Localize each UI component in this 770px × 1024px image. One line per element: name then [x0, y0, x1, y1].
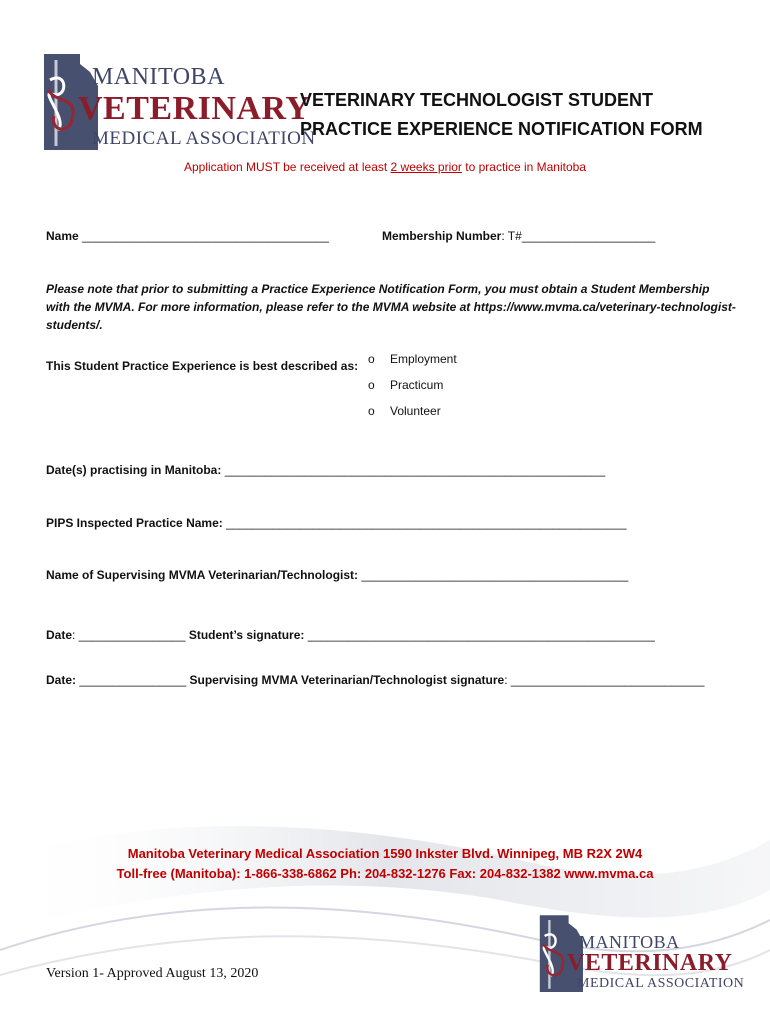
footer-line-2: Toll-free (Manitoba): 1-866-338-6862 Ph: 204-832-1276 Fax: 204-832-1382 www.mvma.ca [116, 866, 654, 881]
pips-blank-line: ____________________________________________________________ [226, 516, 627, 530]
experience-label [46, 359, 358, 373]
pips-label: PIPS Inspected Practice Name: [46, 516, 223, 530]
name-field[interactable] [46, 229, 329, 243]
option-volunteer-label: Volunteer [390, 404, 441, 418]
logo-text-veterinary: VETERINARY [78, 90, 311, 127]
footer-line-1: Manitoba Veterinary Medical Association 1590 Inkster Blvd. Winnipeg, MB R2X 2W4 [127, 846, 643, 861]
dates-practising-field[interactable] [46, 463, 605, 477]
form-title-line-1: VETERINARY TECHNOLOGIST STUDENT [300, 90, 654, 110]
student-signature-label: Student’s signature: [188, 628, 305, 642]
logo-text-medical-association: MEDICAL ASSOCIATION [577, 976, 745, 991]
mvma-logo-bottom [535, 912, 765, 1002]
supervisor-label: Name of Supervising MVMA Veterinarian/Technologist: [46, 568, 359, 582]
radio-bullet-icon: o [368, 352, 375, 366]
membership-label: Membership Number [382, 229, 502, 243]
name-label: Name [46, 229, 79, 243]
date1-colon: : [72, 628, 76, 642]
option-practicum[interactable] [368, 378, 443, 392]
date2-blank-line: ________________ [79, 673, 187, 687]
radio-bullet-icon: o [368, 404, 375, 418]
supervisor-name-field[interactable] [46, 568, 628, 582]
radio-bullet-icon: o [368, 378, 375, 392]
pips-practice-field[interactable] [46, 516, 627, 530]
date2-label: Date: [46, 673, 77, 687]
student-date-field[interactable] [46, 628, 655, 642]
membership-notice-paragraph: Please note that prior to submitting a Practice Experience Notification Form, you must obtain a Student Membership with the MVMA. For more information, please refer to the MVMA website at https://www.mvma.ca/veterinary-technologist-students/. [46, 282, 736, 332]
form-title-line-2: PRACTICE EXPERIENCE NOTIFICATION FORM [300, 119, 703, 139]
logo-text-manitoba: MANITOBA [92, 64, 225, 90]
date1-blank-line: ________________ [78, 628, 186, 642]
notice-pre: Application MUST be received at least [183, 160, 391, 174]
membership-number-field[interactable] [382, 229, 655, 243]
membership-suffix: : T# [501, 229, 522, 243]
logo-text-manitoba: MANITOBA [579, 932, 680, 952]
supervisor-blank-line: ________________________________________ [361, 568, 629, 582]
option-practicum-label: Practicum [390, 378, 444, 392]
date1-label: Date [46, 628, 73, 642]
option-employment[interactable] [368, 352, 457, 366]
version-note: Version 1- Approved August 13, 2020 [46, 966, 259, 981]
supervisor-signature-colon: : [504, 673, 508, 687]
dates-blank-line: _________________________________________________________ [224, 463, 606, 477]
option-volunteer[interactable] [368, 404, 441, 418]
form-title [300, 86, 740, 144]
logo-text-veterinary: VETERINARY [567, 950, 733, 976]
option-employment-label: Employment [390, 352, 457, 366]
logo-text-medical-association: MEDICAL ASSOCIATION [92, 128, 316, 149]
supervisor-date-field[interactable] [46, 673, 704, 687]
mvma-logo-top [38, 50, 316, 160]
application-notice [0, 160, 770, 174]
notice-post: to practice in Manitoba [461, 160, 586, 174]
supervisor-signature-blank-line[interactable]: _____________________________ [510, 673, 705, 687]
dates-label: Date(s) practising in Manitoba: [46, 463, 222, 477]
supervisor-signature-label: Supervising MVMA Veterinarian/Technologist signature [189, 673, 505, 687]
name-blank-line: _____________________________________ [82, 229, 329, 243]
footer-address [0, 844, 770, 884]
experience-label-text: This Student Practice Experience is best described as: [46, 359, 359, 373]
student-signature-blank-line[interactable]: ____________________________________________________ [307, 628, 655, 642]
membership-blank-line: ____________________ [521, 229, 656, 243]
notice-underlined: 2 weeks prior [390, 160, 462, 174]
